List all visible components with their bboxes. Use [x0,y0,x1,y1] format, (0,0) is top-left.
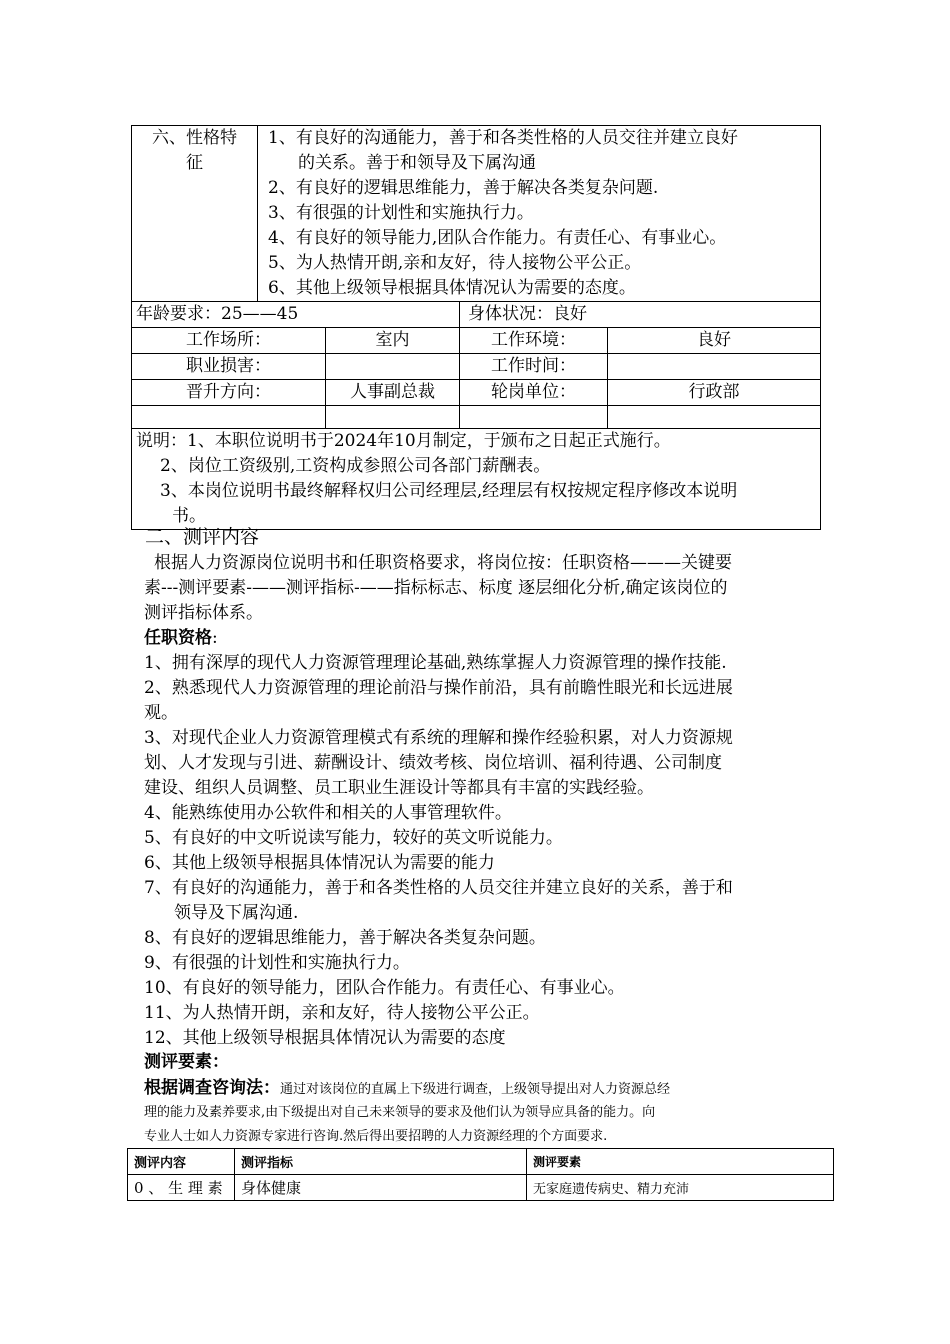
empty-cell [326,406,460,429]
trait-line: 1、有良好的沟通能力，善于和各类性格的人员交往并建立良好 [268,128,738,148]
section-heading: 二、测评内容 [145,526,260,548]
list-item: 建设、组织人员调整、员工职业生涯设计等都具有丰富的实践经验。 [144,778,654,798]
qualification-list [144,651,733,1051]
list-item: 7、有良好的沟通能力，善于和各类性格的人员交往并建立良好的关系，善于和 [144,878,733,898]
list-item: 划、人才发现与引进、薪酬设计、绩效考核、岗位培训、福利待遇、公司制度 [144,753,722,773]
list-item: 领导及下属沟通. [174,903,299,923]
environment-label: 工作环境： [460,328,608,354]
table-header: 测评要素 [527,1149,834,1175]
trait-line: 6、其他上级领导根据具体情况认为需要的态度。 [268,278,636,298]
evaluation-table [127,1148,834,1201]
survey-text-line: 专业人士如人力资源专家进行咨询.然后得出要招聘的人力资源经理的个方面要求. [144,1129,608,1144]
table-cell: 无家庭遗传病史、精力充沛 [527,1175,834,1201]
table-header: 测评内容 [128,1149,235,1175]
list-item: 2、熟悉现代人力资源管理的理论前沿与操作前沿，具有前瞻性眼光和长远进展 [144,678,733,698]
environment-value: 良好 [608,328,821,354]
worktime-label: 工作时间： [460,354,608,380]
table-cell: 身体健康 [235,1175,527,1201]
traits-label-cell [132,126,258,302]
list-item: 10、有良好的领导能力，团队合作能力。有责任心、有事业心。 [144,978,625,998]
list-item: 3、对现代企业人力资源管理模式有系统的理解和操作经验积累，对人力资源规 [144,728,733,748]
survey-paragraph [144,1075,816,1149]
note-line: 书。 [172,506,206,526]
note-line: 说明：1、本职位说明书于2024年10月制定，于颁布之日起正式施行。 [136,431,671,451]
list-item: 1、拥有深厚的现代人力资源管理理论基础,熟练掌握人力资源管理的操作技能. [144,653,727,673]
list-item: 5、有良好的中文听说读写能力，较好的英文听说能力。 [144,828,563,848]
empty-cell [132,406,326,429]
note-line: 2、岗位工资级别,工资构成参照公司各部门薪酬表。 [160,456,551,476]
notes-cell [132,429,821,530]
hazard-label: 职业损害： [132,354,326,380]
worktime-value [608,354,821,380]
list-item: 观。 [144,703,178,723]
qualification-heading-text: 任职资格 [144,628,212,648]
intro-paragraph [144,551,732,626]
rotation-label: 轮岗单位： [460,380,608,406]
survey-text-line: 通过对该岗位的直属上下级进行调查，上级领导提出对人力资源总经 [280,1082,671,1097]
table-header: 测评指标 [235,1149,527,1175]
trait-line: 4、有良好的领导能力,团队合作能力。有责任心、有事业心。 [268,228,727,248]
list-item: 8、有良好的逻辑思维能力，善于解决各类复杂问题。 [144,928,546,948]
trait-line: 的关系。善于和领导及下属沟通 [298,153,536,173]
elements-heading: 测评要素： [144,1052,229,1072]
list-item: 11、为人热情开朗，亲和友好，待人接物公平公正。 [144,1003,540,1023]
trait-line: 3、有很强的计划性和实施执行力。 [268,203,534,223]
intro-line: 素---测评要素-——测评指标-——指标标志、标度 逐层细化分析,确定该岗位的 [144,578,728,598]
list-item: 12、其他上级领导根据具体情况认为需要的态度 [144,1028,506,1048]
survey-line-1 [144,1075,816,1101]
empty-cell [460,406,608,429]
promotion-value: 人事副总裁 [326,380,460,406]
traits-label-line2: 征 [186,153,203,173]
qualification-colon: : [212,628,218,648]
qualification-heading [144,626,218,651]
age-requirement: 年龄要求：25——45 [132,302,460,328]
traits-label-line1: 六、性格特 [152,128,237,148]
intro-line: 测评指标体系。 [144,603,263,623]
job-description-table [131,125,821,530]
list-item: 9、有很强的计划性和实施执行力。 [144,953,410,973]
trait-line: 2、有良好的逻辑思维能力，善于解决各类复杂问题. [268,178,659,198]
list-item: 4、能熟练使用办公软件和相关的人事管理软件。 [144,803,512,823]
note-line: 3、本岗位说明书最终解释权归公司经理层,经理层有权按规定程序修改本说明 [160,481,738,501]
traits-content-cell [258,126,821,302]
intro-line: 根据人力资源岗位说明书和任职资格要求，将岗位按：任职资格———关键要 [154,553,732,573]
table-cell: 0 、 生 理 素 [128,1175,235,1201]
workplace-value: 室内 [326,328,460,354]
health-status: 身体状况：良好 [460,302,821,328]
empty-cell [608,406,821,429]
workplace-label: 工作场所： [132,328,326,354]
rotation-value: 行政部 [608,380,821,406]
promotion-label: 晋升方向： [132,380,326,406]
survey-label: 根据调查咨询法： [144,1078,280,1098]
table-row [128,1175,834,1201]
trait-line: 5、为人热情开朗,亲和友好，待人接物公平公正。 [268,253,642,273]
list-item: 6、其他上级领导根据具体情况认为需要的能力 [144,853,495,873]
hazard-value [326,354,460,380]
table-header-row [128,1149,834,1175]
survey-text-line: 理的能力及素养要求,由下级提出对自己未来领导的要求及他们认为领导应具备的能力。向 [144,1105,656,1120]
